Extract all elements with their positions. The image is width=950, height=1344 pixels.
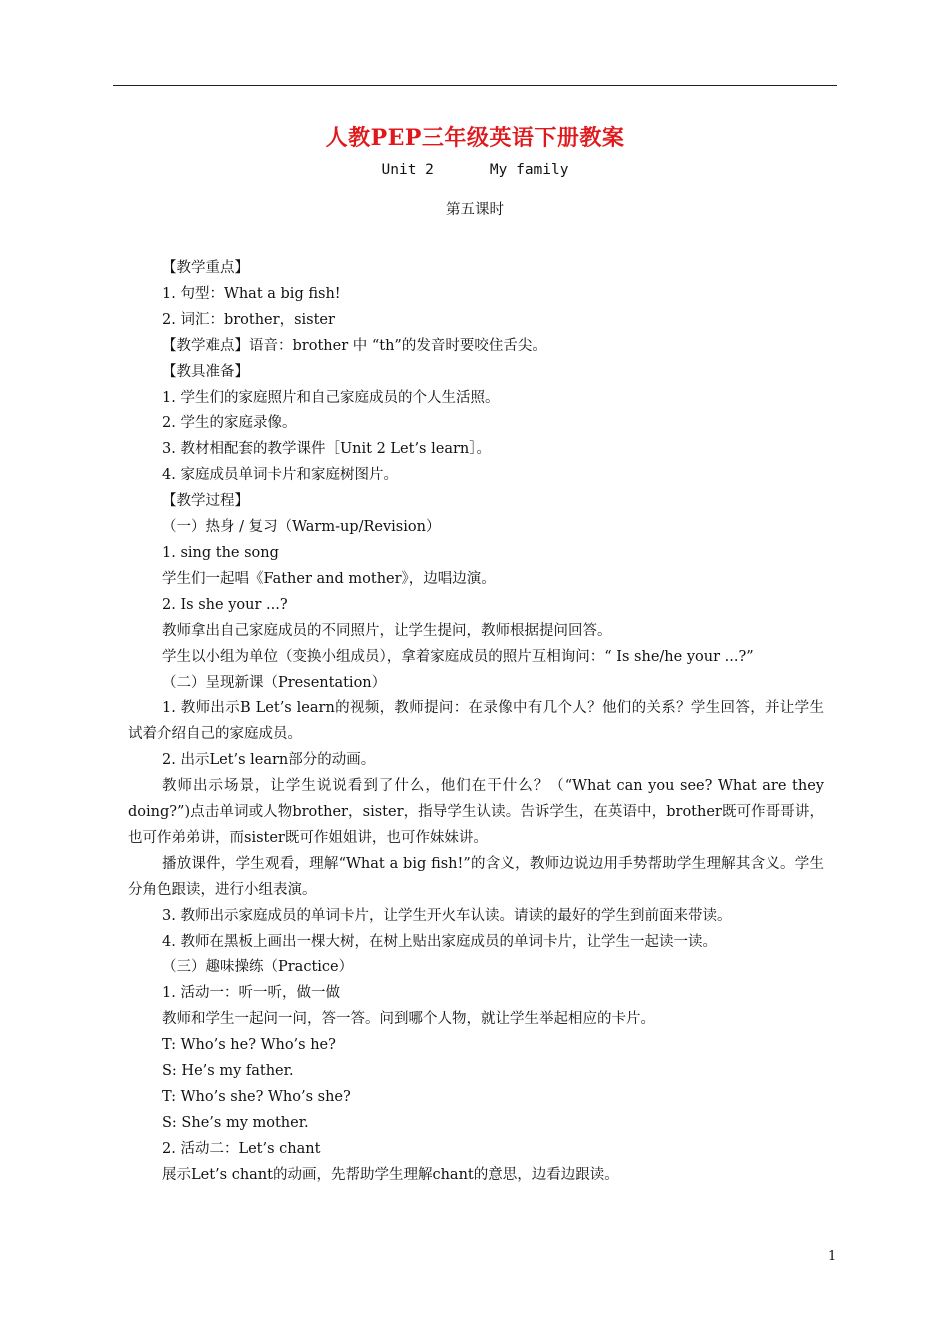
subsection-heading-practice: （三）趣味操练（Practice） bbox=[162, 959, 354, 976]
section-heading-difficulties: 【教学难点】语音：brother 中 “th”的发音时要咬住舌尖。 bbox=[162, 337, 547, 354]
list-item: 1. 学生们的家庭照片和自己家庭成员的个人生活照。 bbox=[162, 389, 500, 406]
lesson-label: 第五课时 bbox=[446, 202, 504, 218]
list-item: 1. 教师出示B Let’s learn的视频，教师提问：在录像中有几个人？他们的关系？学生回答，并让学生试着介绍自己的家庭成员。 bbox=[128, 700, 824, 743]
paragraph: 学生以小组为单位（变换小组成员），拿着家庭成员的照片互相询问：“ Is she/he your ...?” bbox=[162, 648, 754, 665]
section-heading-materials: 【教具准备】 bbox=[162, 363, 249, 380]
lesson-plan-body bbox=[128, 256, 824, 1189]
paragraph: 展示Let’s chant的动画，先帮助学生理解chant的意思，边看边跟读。 bbox=[162, 1166, 619, 1183]
section-heading-key-points: 【教学重点】 bbox=[162, 260, 249, 276]
list-item: 4. 家庭成员单词卡片和家庭树图片。 bbox=[162, 467, 398, 484]
section-heading-process: 【教学过程】 bbox=[162, 493, 249, 510]
document-title: 人教PEP三年级英语下册教案 bbox=[325, 125, 625, 151]
list-item: 3. 教师出示家庭成员的单词卡片，让学生开火车认读。请读的最好的学生到前面来带读。 bbox=[162, 907, 732, 924]
header-rule bbox=[113, 85, 837, 86]
unit-heading bbox=[0, 162, 950, 178]
paragraph: 学生们一起唱《Father and mother》，边唱边演。 bbox=[162, 570, 496, 587]
list-item: 1. 句型：What a big fish! bbox=[162, 285, 341, 302]
list-item: 3. 教材相配套的教学课件［Unit 2 Let’s learn］。 bbox=[162, 441, 491, 458]
list-item: 1. sing the song bbox=[162, 544, 279, 561]
unit-name: My family bbox=[489, 162, 569, 178]
paragraph: 教师拿出自己家庭成员的不同照片，让学生提问，教师根据提问回答。 bbox=[162, 622, 612, 639]
paragraph: 播放课件，学生观看，理解“What a big fish!”的含义，教师边说边用手势帮助学生理解其含义。学生分角色跟读，进行小组表演。 bbox=[128, 855, 824, 898]
list-item: 2. 词汇：brother，sister bbox=[162, 311, 335, 328]
paragraph: 教师出示场景，让学生说说看到了什么，他们在干什么？（“What can you see? What are they doing?”)点击单词或人物brother，sister，指导学生认读。告诉学生，在英语中，brother既可作哥哥讲，也可作弟弟讲，而sister既可作姐姐讲，也可作妹妹讲。 bbox=[128, 778, 824, 846]
page-number: 1 bbox=[828, 1249, 837, 1264]
dialogue-line: S: She’s my mother. bbox=[162, 1114, 309, 1131]
list-item: 2. 出示Let’s learn部分的动画。 bbox=[162, 752, 376, 769]
list-item: 4. 教师在黑板上画出一棵大树，在树上贴出家庭成员的单词卡片，让学生一起读一读。 bbox=[162, 933, 717, 950]
list-item: 2. Is she your ...? bbox=[162, 596, 288, 613]
list-item: 2. 活动二：Let’s chant bbox=[162, 1140, 321, 1157]
dialogue-line: S: He’s my father. bbox=[162, 1063, 294, 1080]
subsection-heading-warmup: （一）热身 / 复习（Warm-up/Revision） bbox=[162, 519, 441, 536]
dialogue-line: T: Who’s he? Who’s he? bbox=[162, 1037, 336, 1054]
unit-number: Unit 2 bbox=[381, 162, 434, 178]
subsection-heading-presentation: （二）呈现新课（Presentation） bbox=[162, 674, 387, 691]
list-item: 1. 活动一：听一听，做一做 bbox=[162, 985, 340, 1002]
list-item: 2. 学生的家庭录像。 bbox=[162, 415, 297, 432]
paragraph: 教师和学生一起问一问，答一答。问到哪个人物，就让学生举起相应的卡片。 bbox=[162, 1011, 655, 1028]
dialogue-line: T: Who’s she? Who’s she? bbox=[162, 1089, 351, 1105]
